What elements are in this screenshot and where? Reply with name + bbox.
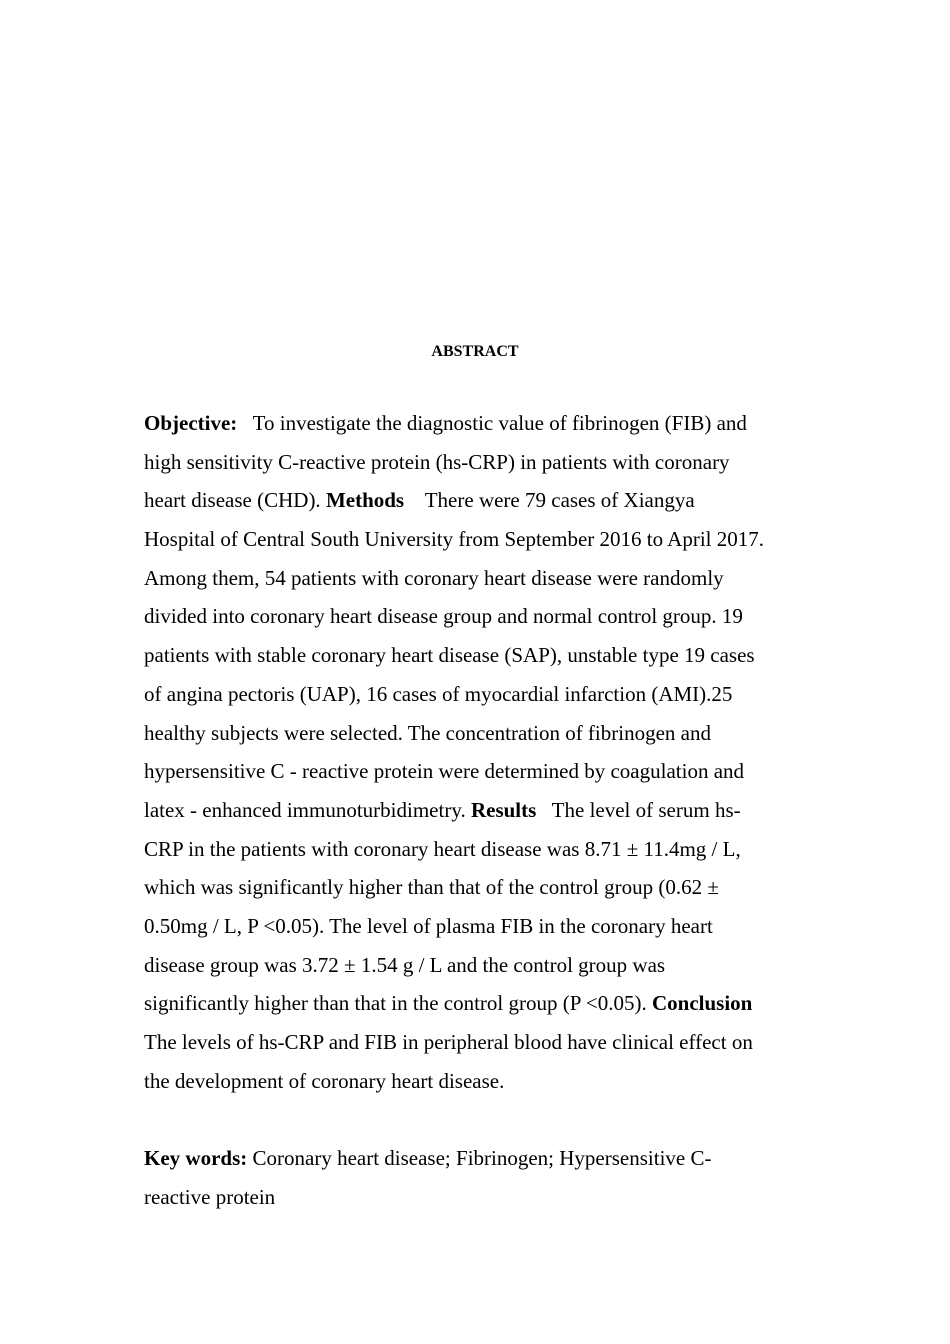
- text-line: [144, 597, 824, 636]
- section-label: Methods: [325, 488, 405, 513]
- abstract-body: [144, 404, 824, 1216]
- text-segment: disease group was 3.72 ± 1.54 g / L and the control group was: [144, 952, 666, 977]
- text-segment: Coronary heart disease; Fibrinogen; Hypersensitive C-: [247, 1146, 712, 1171]
- text-segment: reactive protein: [144, 1184, 276, 1209]
- text-line: [144, 868, 824, 907]
- text-segment: Among them, 54 patients with coronary heart disease were randomly: [144, 565, 724, 590]
- text-segment: Hospital of Central South University from September 2016 to April 2017.: [144, 527, 765, 552]
- text-segment: divided into coronary heart disease group and normal control group. 19: [144, 604, 743, 629]
- keywords-paragraph: [144, 1139, 824, 1216]
- text-line: [144, 443, 824, 482]
- text-segment: which was significantly higher than that of the control group (0.62 ±: [144, 875, 719, 900]
- text-line: [144, 481, 824, 520]
- text-line: [144, 636, 824, 675]
- text-line: [144, 1139, 824, 1178]
- text-segment: There were 79 cases of Xiangya: [404, 488, 695, 513]
- text-line: [144, 752, 824, 791]
- abstract-paragraph: [144, 404, 824, 1100]
- blank-line: [144, 1100, 824, 1139]
- text-line: [144, 907, 824, 946]
- abstract-heading: ABSTRACT: [431, 343, 519, 360]
- text-line: [144, 830, 824, 869]
- text-line: [144, 404, 824, 443]
- text-line: [144, 946, 824, 985]
- section-label: Key words:: [144, 1146, 248, 1171]
- section-label: Conclusion: [651, 991, 753, 1016]
- text-line: [144, 984, 824, 1023]
- text-segment: healthy subjects were selected. The concentration of fibrinogen and: [144, 720, 711, 745]
- text-line: [144, 559, 824, 598]
- text-line: [144, 520, 824, 559]
- text-line: [144, 791, 824, 830]
- text-segment: CRP in the patients with coronary heart disease was 8.71 ± 11.4mg / L,: [144, 836, 741, 861]
- text-segment: hypersensitive C - reactive protein were determined by coagulation and: [144, 759, 745, 784]
- text-segment: high sensitivity C-reactive protein (hs-CRP) in patients with coronary: [144, 449, 730, 474]
- text-line: [144, 714, 824, 753]
- text-segment: 0.50mg / L, P <0.05). The level of plasma FIB in the coronary heart: [144, 913, 713, 938]
- text-segment: patients with stable coronary heart disease (SAP), unstable type 19 cases: [144, 643, 755, 668]
- text-line: [144, 1023, 824, 1062]
- section-label: Results: [470, 797, 537, 822]
- text-segment: To investigate the diagnostic value of fibrinogen (FIB) and: [237, 411, 747, 435]
- text-segment: latex - enhanced immunoturbidimetry.: [144, 797, 471, 822]
- text-segment: of angina pectoris (UAP), 16 cases of myocardial infarction (AMI).25: [144, 681, 733, 706]
- text-segment: heart disease (CHD).: [144, 488, 326, 513]
- text-segment: significantly higher than that in the control group (P <0.05).: [144, 991, 652, 1016]
- text-segment: The levels of hs-CRP and FIB in peripheral blood have clinical effect on: [144, 1030, 753, 1054]
- text-line: [144, 1062, 824, 1101]
- text-line: [144, 675, 824, 714]
- section-label: Objective:: [144, 411, 238, 435]
- text-line: [144, 1178, 824, 1217]
- text-segment: The level of serum hs-: [536, 797, 741, 822]
- text-segment: the development of coronary heart disease.: [144, 1068, 505, 1093]
